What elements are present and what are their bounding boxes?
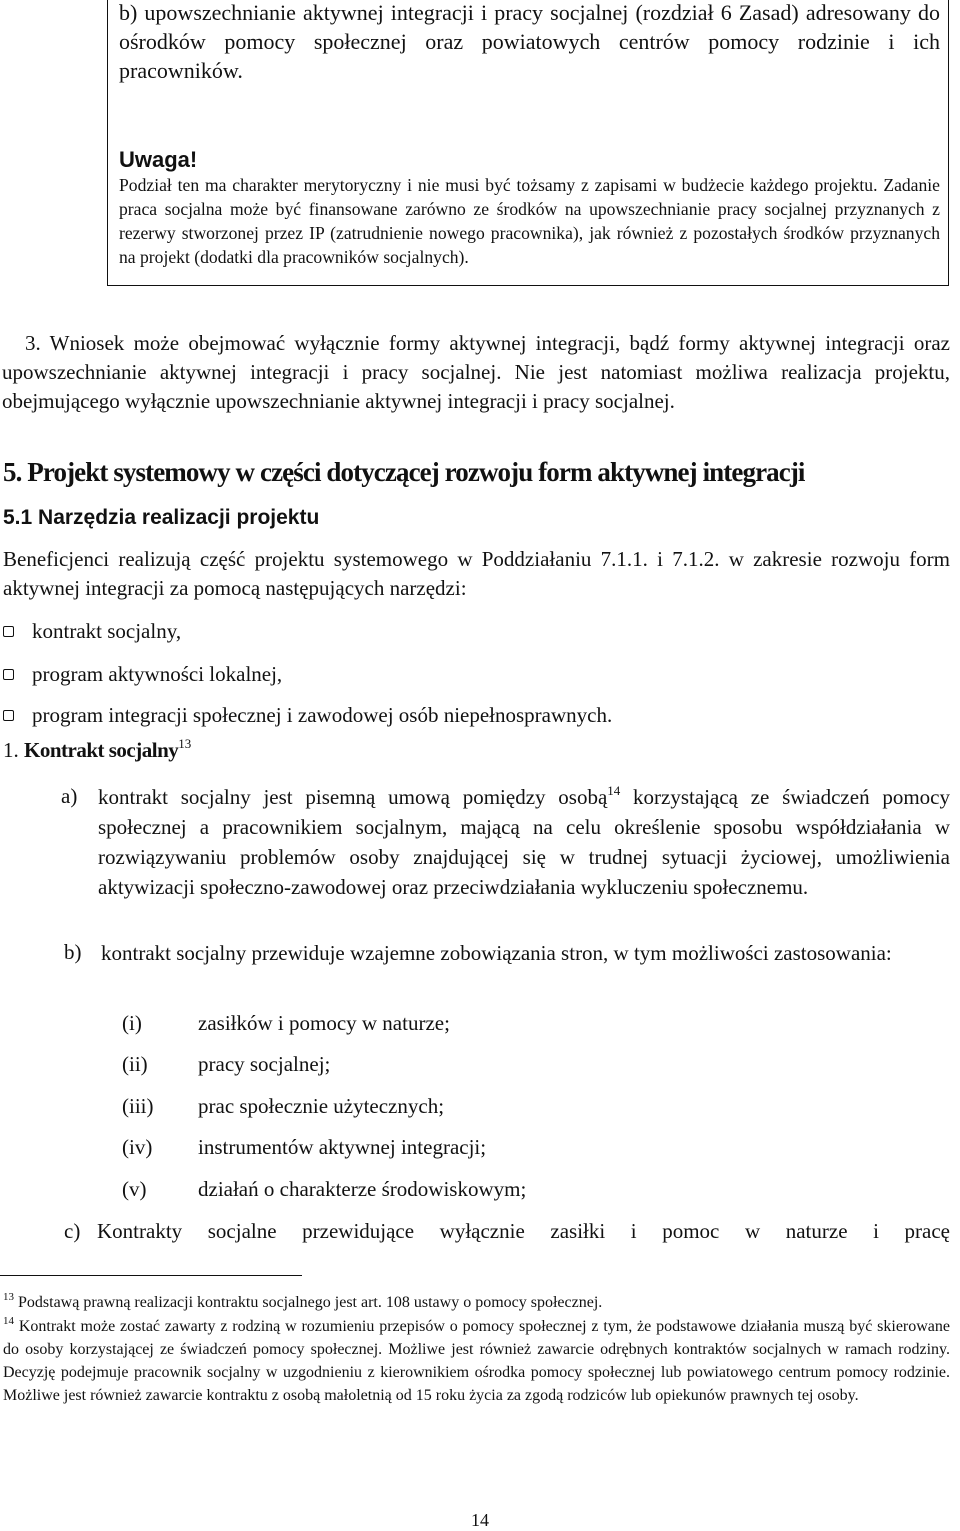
checkbox-bullet-icon <box>3 710 14 721</box>
section-5-intro: Beneficjenci realizują część projektu systemowego w Poddziałaniu 7.1.1. i 7.1.2. w zakresie rozwoju form aktywnej integracji za pomocą następujących narzędzi: <box>3 547 950 600</box>
kontrakt-heading: 1. Kontrakt socjalny$^{13}$ <box>3 736 192 762</box>
point-3 <box>2 329 950 416</box>
note-heading: Uwaga! <box>119 147 198 172</box>
note-text: Podział ten ma charakter merytoryczny i nie musi być tożsamy z zapisami w budżecie każdego projektu. Zadanie praca socjalna może być finansowane zarówno ze środków na upowszechnianie pracy socjalnej przyznanych z rezerwy stworzonej przez IP (zatrudnienie nowego pracownika), jak również z pozostałych środków przyznanych na projekt (dodatki dla pracowników socjalnych). <box>119 175 940 267</box>
checkbox-bullet-icon <box>3 669 14 680</box>
checkbox-bullet-icon <box>3 626 14 637</box>
item-c-text: Kontrakty socjalne przewidujące wyłącznie zasiłki i pomoc w naturze i pracę <box>97 1219 950 1243</box>
box-item-b: b) upowszechnianie aktywnej integracji i pracy socjalnej (rozdział 6 Zasad) adresowany do ośrodków pomocy społecznej oraz powiatowych centrów pomocy rodzinie i ich pracowników. <box>119 0 940 83</box>
item-a-label: a) <box>61 784 78 808</box>
list-item: (iii) prac społecznie użytecznych; <box>122 1094 445 1118</box>
section-5-1-heading: 5.1 Narzędzia realizacji projektu <box>3 506 320 529</box>
footnote-ref: 13 <box>178 736 192 751</box>
footnote: $^{13}$ Podstawą prawną realizacji kontraktu socjalnego jest art. 108 ustawy o pomocy społecznej. <box>3 1291 603 1311</box>
tools-list <box>3 617 612 730</box>
page-number: 14 <box>471 1510 489 1530</box>
item-a-text: kontrakt socjalny jest pisemną umową pomiędzy osobą$^{14}$ korzystającą ze świadczeń pomocy społecznej a pracownikiem socjalnym, mającą na celu określenie sposobu współdziałania w rozwiązywaniu problemów osoby znajdującej się w trudnej sytuacji życiowej, umożliwienia aktywizacji społeczno-zawodowej oraz przeciwdziałania wykluczeniu społecznemu. <box>98 783 950 899</box>
item-c-label: c) <box>64 1219 81 1243</box>
footnote-ref: 14 <box>607 783 621 798</box>
footnote-separator <box>0 1275 302 1276</box>
footnote: $^{14}$ Kontrakt może zostać zawarty z rodziną w rozumieniu przepisów o pomocy społecznej z tym, że podstawowe działania muszą być skierowane do osoby korzystającej ze świadczeń pomocy społecznej. Możliwe jest również zawarcie odrębnych kontraktów socjalnych w ramach rodziny. Decyzję podejmuje pracownik socjalny w uzgodnieniu z kierownikiem ośrodka pomocy społecznej lub powiatowego centrum pomocy rodzinie. Możliwe jest również zawarcie kontraktu z osobą małoletnią od 15 roku życia za zgodą rodziców lub opiekunów prawnych tej osoby. <box>3 1315 951 1404</box>
point-3-text: Wniosek może obejmować wyłącznie formy aktywnej integracji, bądź formy aktywnej integracji oraz upowszechnianie aktywnej integracji i pracy socjalnej. Nie jest natomiast możliwa realizacja projektu, obejmującego wyłącznie upowszechnianie aktywnej integracji i pracy socjalnej. <box>2 331 950 413</box>
roman-list <box>122 1011 526 1218</box>
list-item: program aktywności lokalnej, <box>3 660 612 689</box>
point-3-number: 3. <box>25 331 41 355</box>
list-item: (ii) pracy socjalnej; <box>122 1052 331 1076</box>
info-box <box>107 0 949 286</box>
list-item: kontrakt socjalny, <box>3 617 612 646</box>
item-b-text: kontrakt socjalny przewiduje wzajemne zobowiązania stron, w tym możliwości zastosowania: <box>101 941 892 965</box>
item-b-label: b) <box>64 940 82 964</box>
kontrakt-title: Kontrakt socjalny <box>24 738 179 762</box>
list-item: (i) zasiłków i pomocy w naturze; <box>122 1011 450 1035</box>
list-item: (v) działań o charakterze środowiskowym; <box>122 1177 527 1201</box>
list-item: program integracji społecznej i zawodowej osób niepełnosprawnych. <box>3 701 612 730</box>
list-item: (iv) instrumentów aktywnej integracji; <box>122 1135 487 1159</box>
section-5-heading: 5. Projekt systemowy w części dotyczącej rozwoju form aktywnej integracji <box>3 457 805 487</box>
